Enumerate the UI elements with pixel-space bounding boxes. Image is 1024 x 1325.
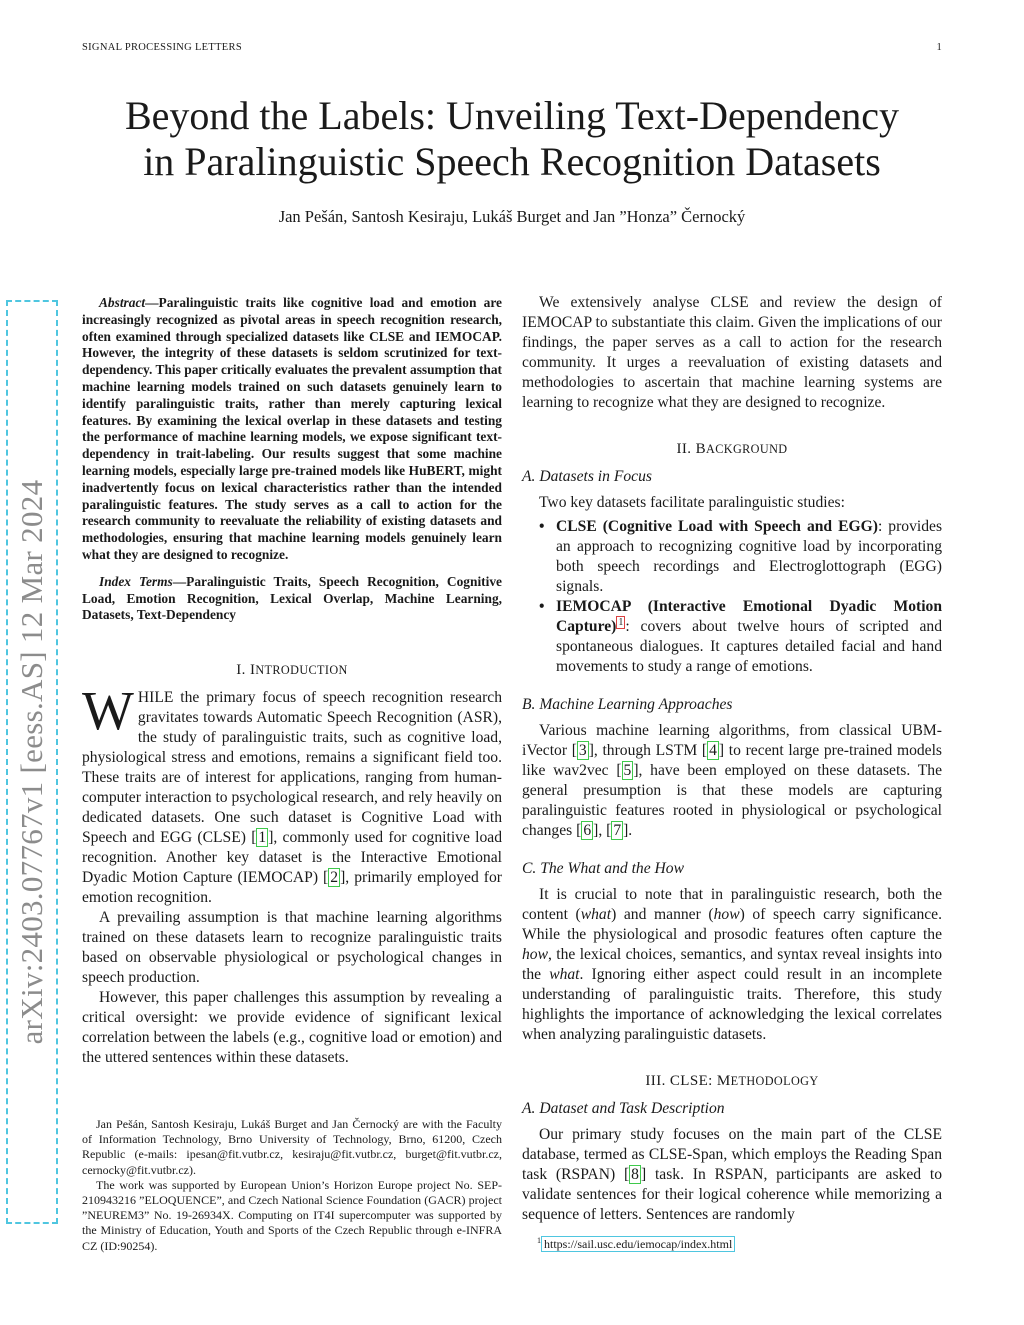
right-column — [522, 293, 942, 1225]
running-head — [82, 42, 942, 53]
funding-text: The work was supported by European Union’s Horizon Europe project No. SEP-210943216 ”ELOQUENCE”, and Czech National Science Foundation (GACR) project ”NEUREM3” No. 19-26934X. Computing on IT4I supercomputer was supported by the Ministry of Education, Youth and Sports of the Czech Republic through e-INFRA CZ (ID:90254). — [82, 1177, 502, 1253]
page-number: 1 — [936, 42, 942, 53]
title-line-2: in Paralinguistic Speech Recognition Datasets — [143, 139, 881, 184]
abstract-text: —Paralinguistic traits like cognitive load and emotion are increasingly recognized as pivotal areas in speech recognition research, often examined through specialized datasets like CLSE and IEMOCAP. However, the integrity of these datasets is seldom scrutinized for text-dependency. This paper critically evaluates the prevalent assumption that machine learning models trained on such datasets genuinely learn to identify paralinguistic traits, rather than merely capturing lexical features. By examining the lexical overlap in these datasets and testing the performance of machine learning models, we expose significant text-dependency in trait-labeling. Our results suggest that some machine learning models, especially large pre-trained models like HuBERT, might inadvertently focus on lexical characteristics rather than the intended paralinguistic features. The study serves as a call to action for the research community to reevaluate the reliability of existing datasets and methodologies, ensuring that machine learning models genuinely learn what they are designed to recognize. — [82, 295, 502, 562]
intro-paragraph-1: WHILE the primary focus of speech recognition research gravitates towards Automatic Speech Recognition (ASR), the study of paralinguistic traits, such as cognitive load, physiological stress and emotions, remains a significant field too. These traits are of interest for applications, ranging from human-computer interaction to psychological research, and rely heavily on dedicated datasets. One such dataset is Cognitive Load with Speech and EGG (CLSE) [ 1 ], commonly used for cognitive load recognition. Another key dataset is the Interactive Emotional Dyadic Motion Capture (IEMOCAP) [ 2 ], primarily employed for emotion recognition. — [82, 680, 502, 907]
url-footnote — [537, 1236, 735, 1252]
index-terms-text: —Paralinguistic Traits, Speech Recognition, Cognitive Load, Emotion Recognition, Lexical Overlap, Machine Learning, Datasets, Text-Dependency — [82, 573, 502, 623]
author-list: Jan Pešán, Santosh Kesiraju, Lukáš Burget and Jan ”Honza” Černocký — [278, 207, 746, 226]
subsection-heading: C. The What and the How — [522, 860, 684, 877]
abstract-lead: Abstract — [99, 295, 146, 310]
journal-name: SIGNAL PROCESSING LETTERS — [82, 42, 242, 53]
bullet-icon: • — [539, 598, 545, 615]
citation-link[interactable]: 1 — [258, 829, 267, 847]
left-column — [82, 295, 502, 1068]
affiliation-text: Jan Pešán, Santosh Kesiraju, Lukáš Burget and Jan Černocký are with the Faculty of Information Technology, Brno University of Technology, Brno, 61200, Czech Republic (e-mails: ipesan@fit.vutbr.cz, kesiraju@fit.vutbr.cz, burget@fit.vutbr.cz, cernocky@fit.vutbr.cz). — [82, 1117, 502, 1177]
methodology-paragraph: Our primary study focuses on the main part of the CLSE database, termed as CLSE-Span, which employs the Reading Span task (RSPAN) [ 8 ] task. In RSPAN, participants are asked to validate sentences for their logical coherence while memorizing a sequence of letters. Sentences are randomly — [522, 1126, 942, 1223]
list-item: • CLSE (Cognitive Load with Speech and EGG): provides an approach to recognizing cognitive load by incorporating both speech recordings and Electroglottograph (EGG) signals. — [539, 518, 943, 595]
subsection-heading: B. Machine Learning Approaches — [522, 696, 733, 713]
citation-link[interactable]: 3 — [578, 742, 587, 759]
section-heading-background: II. BACKGROUND — [676, 441, 788, 457]
citation-link[interactable]: 8 — [631, 1166, 639, 1183]
bullet-icon: • — [539, 518, 545, 535]
citation-link[interactable]: 5 — [623, 762, 632, 779]
section-heading-methodology: III. CLSE: METHODOLOGY — [645, 1073, 819, 1089]
footnote-url-link[interactable]: https://sail.usc.edu/iemocap/index.html — [541, 1236, 735, 1252]
index-terms — [82, 574, 502, 624]
arxiv-stamp[interactable] — [6, 300, 58, 1224]
intro-continuation: We extensively analyse CLSE and review the design of IEMOCAP to substantiate this claim. Given the implications of our findings, the paper serves as a call to action for the research community. It urges a reevaluation of existing datasets and methodologies to ascertain that machine learning systems are learning to recognize what they are designed to recognize. — [522, 294, 942, 411]
citation-link[interactable]: 7 — [613, 822, 622, 839]
datasets-lead: Two key datasets facilitate paralinguistic studies: — [539, 494, 845, 511]
footnote-link[interactable]: 1 — [618, 616, 624, 628]
affiliation-footnote — [82, 1117, 502, 1254]
arxiv-stamp-text: arXiv:2403.07767v1 [eess.AS] 12 Mar 2024 — [14, 479, 49, 1045]
citation-link[interactable]: 2 — [330, 869, 339, 887]
what-how-paragraph: It is crucial to note that in paralinguistic research, both the content (what) and manner (how) of speech carry significance. While the physiological and prosodic features often capture the how, the lexical choices, semantics, and syntax reveal insights into the what. Ignoring either aspect could result in an incomplete understanding of paralinguistic traits. Therefore, this study highlights the importance of acknowledging the lexical correlates when analyzing paralinguistic datasets. — [522, 886, 942, 1043]
abstract — [82, 295, 502, 564]
citation-link[interactable]: 6 — [583, 822, 592, 839]
citation-link[interactable]: 4 — [709, 742, 717, 759]
subsection-heading: A. Datasets in Focus — [522, 468, 652, 485]
subsection-heading: A. Dataset and Task Description — [522, 1100, 725, 1117]
section-heading-intro: I. INTRODUCTION — [236, 662, 348, 679]
intro-paragraph-2: A prevailing assumption is that machine learning algorithms trained on these datasets learn to recognize paralinguistic traits based on observable physiological or psychological changes in speech production. — [82, 909, 502, 987]
ml-approaches-paragraph: Various machine learning algorithms, from classical UBM-iVector [ 3 ], through LSTM [ 4 ] to recent large pre-trained models like wav2vec [ 5 ], have been employed on these datasets. The general presumption is that these models are capturing paralinguistic features rooted in physiological or psychological changes [ 6 ], [ 7 ]. — [522, 722, 943, 839]
footnote-mark: 1 — [537, 1236, 541, 1245]
paper-title — [60, 93, 964, 185]
dataset-list — [522, 517, 942, 677]
intro-paragraph-3: However, this paper challenges this assumption by revealing a critical oversight: we provide evidence of significant lexical correlation between the labels (e.g., cognitive load or emotion) and the uttered sentences within these datasets. — [82, 989, 502, 1067]
index-terms-lead: Index Terms — [99, 573, 173, 589]
list-item: • IEMOCAP (Interactive Emotional Dyadic Motion Capture) $^1$ : covers about twelve hours of scripted and spontaneous dialogues. It captures detailed facial and hand movements to study a range of emotions. — [539, 598, 942, 675]
title-line-1: Beyond the Labels: Unveiling Text-Dependency — [124, 93, 900, 138]
drop-cap: W — [82, 680, 134, 742]
